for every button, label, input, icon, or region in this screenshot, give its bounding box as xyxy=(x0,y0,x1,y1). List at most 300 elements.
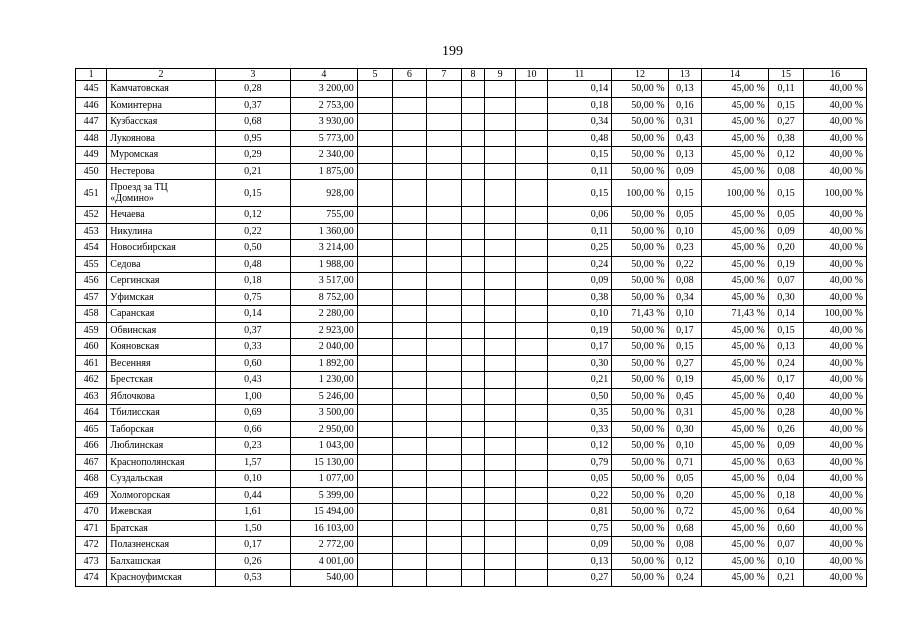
table-cell: 0,12 xyxy=(668,553,701,570)
table-cell xyxy=(357,97,392,114)
table-cell: 40,00 % xyxy=(804,421,867,438)
table-cell xyxy=(357,289,392,306)
table-cell: 2 772,00 xyxy=(290,537,357,554)
table-cell xyxy=(516,454,547,471)
table-cell: 0,18 xyxy=(215,273,290,290)
table-row xyxy=(76,97,867,114)
table-cell xyxy=(516,207,547,224)
table-cell: 0,10 xyxy=(215,471,290,488)
table-cell xyxy=(426,438,461,455)
table-cell xyxy=(357,81,392,98)
table-cell: 0,15 xyxy=(668,339,701,356)
table-cell: 40,00 % xyxy=(804,471,867,488)
table-cell: 45,00 % xyxy=(702,504,769,521)
table-cell: 3 517,00 xyxy=(290,273,357,290)
table-cell xyxy=(462,471,485,488)
table-cell: 45,00 % xyxy=(702,537,769,554)
table-cell: 40,00 % xyxy=(804,570,867,587)
table-cell xyxy=(462,487,485,504)
table-cell: 2 950,00 xyxy=(290,421,357,438)
table-cell: Красноуфимская xyxy=(107,570,216,587)
table-cell: 755,00 xyxy=(290,207,357,224)
table-cell xyxy=(393,454,426,471)
table-cell: 50,00 % xyxy=(612,388,668,405)
table-cell xyxy=(485,487,516,504)
table-cell: 0,08 xyxy=(768,163,803,180)
table-cell: 3 930,00 xyxy=(290,114,357,131)
table-cell: 1,61 xyxy=(215,504,290,521)
table-cell: 1 077,00 xyxy=(290,471,357,488)
table-cell xyxy=(485,163,516,180)
table-cell: 0,20 xyxy=(768,240,803,257)
table-cell: 0,95 xyxy=(215,130,290,147)
table-cell xyxy=(357,471,392,488)
table-cell: 0,14 xyxy=(768,306,803,323)
table-cell: 15 130,00 xyxy=(290,454,357,471)
table-cell: 456 xyxy=(76,273,107,290)
table-cell xyxy=(426,355,461,372)
table-cell: 45,00 % xyxy=(702,97,769,114)
table-cell: 472 xyxy=(76,537,107,554)
table-cell: 40,00 % xyxy=(804,355,867,372)
table-cell: 45,00 % xyxy=(702,240,769,257)
table-cell: 45,00 % xyxy=(702,273,769,290)
table-cell xyxy=(516,372,547,389)
table-cell: 50,00 % xyxy=(612,504,668,521)
table-row xyxy=(76,388,867,405)
table-cell xyxy=(485,322,516,339)
table-cell: 45,00 % xyxy=(702,471,769,488)
table-cell: 50,00 % xyxy=(612,322,668,339)
table-cell xyxy=(516,180,547,207)
table-cell: Обвинская xyxy=(107,322,216,339)
table-cell xyxy=(426,372,461,389)
table-cell: Уфимская xyxy=(107,289,216,306)
table-cell: 0,24 xyxy=(768,355,803,372)
table-cell xyxy=(426,504,461,521)
table-cell: 0,15 xyxy=(547,147,612,164)
table-cell: 40,00 % xyxy=(804,388,867,405)
table-cell: 40,00 % xyxy=(804,405,867,422)
table-cell xyxy=(393,405,426,422)
table-cell: 50,00 % xyxy=(612,553,668,570)
table-cell xyxy=(516,388,547,405)
column-header: 13 xyxy=(668,69,701,81)
table-cell: Кояновская xyxy=(107,339,216,356)
table-cell xyxy=(426,388,461,405)
table-cell: 0,53 xyxy=(215,570,290,587)
table-cell xyxy=(393,471,426,488)
table-cell: 0,33 xyxy=(547,421,612,438)
table-cell: 50,00 % xyxy=(612,256,668,273)
table-cell: 0,20 xyxy=(668,487,701,504)
table-cell: 447 xyxy=(76,114,107,131)
table-cell: 0,64 xyxy=(768,504,803,521)
table-cell xyxy=(357,355,392,372)
table-cell: 1,00 xyxy=(215,388,290,405)
table-cell: 50,00 % xyxy=(612,130,668,147)
table-cell xyxy=(393,147,426,164)
table-row xyxy=(76,207,867,224)
table-cell xyxy=(485,180,516,207)
table-cell xyxy=(516,471,547,488)
column-header: 4 xyxy=(290,69,357,81)
table-cell xyxy=(426,289,461,306)
table-cell xyxy=(426,207,461,224)
table-cell: 3 214,00 xyxy=(290,240,357,257)
table-cell xyxy=(516,163,547,180)
table-cell: 50,00 % xyxy=(612,114,668,131)
table-cell xyxy=(462,388,485,405)
table-cell: 45,00 % xyxy=(702,339,769,356)
table-cell: 45,00 % xyxy=(702,147,769,164)
table-cell xyxy=(393,81,426,98)
table-cell xyxy=(393,322,426,339)
table-cell: 45,00 % xyxy=(702,438,769,455)
column-header: 11 xyxy=(547,69,612,81)
table-cell: 454 xyxy=(76,240,107,257)
table-cell: 450 xyxy=(76,163,107,180)
table-cell: 0,22 xyxy=(547,487,612,504)
table-cell: 50,00 % xyxy=(612,405,668,422)
table-cell: 0,08 xyxy=(668,537,701,554)
table-cell xyxy=(393,504,426,521)
table-cell xyxy=(462,454,485,471)
table-row xyxy=(76,273,867,290)
column-header: 6 xyxy=(393,69,426,81)
table-cell: 0,07 xyxy=(768,273,803,290)
table-row xyxy=(76,339,867,356)
table-cell: 45,00 % xyxy=(702,520,769,537)
column-header: 14 xyxy=(702,69,769,81)
table-cell: 50,00 % xyxy=(612,273,668,290)
table-cell xyxy=(485,114,516,131)
table-cell xyxy=(393,273,426,290)
table-cell: 0,66 xyxy=(215,421,290,438)
table-cell: Седова xyxy=(107,256,216,273)
table-cell: 45,00 % xyxy=(702,487,769,504)
table-cell xyxy=(426,322,461,339)
table-cell: 0,34 xyxy=(668,289,701,306)
data-table xyxy=(75,68,867,587)
table-cell: 470 xyxy=(76,504,107,521)
table-cell: Нестерова xyxy=(107,163,216,180)
column-header: 15 xyxy=(768,69,803,81)
table-cell xyxy=(426,223,461,240)
table-cell: 540,00 xyxy=(290,570,357,587)
table-cell xyxy=(462,289,485,306)
table-cell xyxy=(485,207,516,224)
table-cell xyxy=(462,405,485,422)
table-cell xyxy=(516,147,547,164)
table-cell: 0,23 xyxy=(215,438,290,455)
table-cell xyxy=(426,81,461,98)
table-cell: 2 340,00 xyxy=(290,147,357,164)
table-cell xyxy=(485,240,516,257)
table-cell: 0,14 xyxy=(547,81,612,98)
table-row xyxy=(76,454,867,471)
table-cell: 471 xyxy=(76,520,107,537)
table-cell xyxy=(516,97,547,114)
table-cell xyxy=(426,339,461,356)
page-number: 199 xyxy=(442,44,463,59)
table-cell: 0,38 xyxy=(547,289,612,306)
table-cell: Коминтерна xyxy=(107,97,216,114)
table-cell: 45,00 % xyxy=(702,388,769,405)
table-cell xyxy=(485,471,516,488)
table-cell: Сергинская xyxy=(107,273,216,290)
table-cell: 0,05 xyxy=(768,207,803,224)
table-cell: 0,12 xyxy=(547,438,612,455)
table-cell: 453 xyxy=(76,223,107,240)
table-cell: 0,17 xyxy=(768,372,803,389)
table-cell: 0,71 xyxy=(668,454,701,471)
table-row xyxy=(76,421,867,438)
table-cell: 45,00 % xyxy=(702,421,769,438)
table-cell xyxy=(462,97,485,114)
table-row xyxy=(76,81,867,98)
table-cell xyxy=(485,405,516,422)
table-cell: 0,24 xyxy=(547,256,612,273)
table-row xyxy=(76,163,867,180)
table-cell xyxy=(516,289,547,306)
table-cell: 0,43 xyxy=(668,130,701,147)
table-cell: 45,00 % xyxy=(702,570,769,587)
table-cell: 2 040,00 xyxy=(290,339,357,356)
table-cell xyxy=(357,223,392,240)
table-cell xyxy=(393,372,426,389)
table-cell: 100,00 % xyxy=(804,180,867,207)
table-cell: 50,00 % xyxy=(612,223,668,240)
table-cell: 40,00 % xyxy=(804,256,867,273)
table-cell: Ижевская xyxy=(107,504,216,521)
table-cell xyxy=(485,97,516,114)
table-cell xyxy=(485,504,516,521)
table-cell xyxy=(393,553,426,570)
table-cell: 0,81 xyxy=(547,504,612,521)
table-cell xyxy=(462,273,485,290)
table-cell: 465 xyxy=(76,421,107,438)
table-cell xyxy=(516,81,547,98)
table-cell xyxy=(426,487,461,504)
table-cell: 0,17 xyxy=(668,322,701,339)
table-cell: 445 xyxy=(76,81,107,98)
table-cell: Брестская xyxy=(107,372,216,389)
table-cell xyxy=(462,553,485,570)
table-cell: 0,40 xyxy=(768,388,803,405)
table-cell: 45,00 % xyxy=(702,130,769,147)
table-cell: Лукоянова xyxy=(107,130,216,147)
table-row xyxy=(76,570,867,587)
table-cell xyxy=(357,306,392,323)
table-row xyxy=(76,130,867,147)
table-cell xyxy=(485,355,516,372)
table-cell xyxy=(393,97,426,114)
table-cell xyxy=(357,256,392,273)
table-cell xyxy=(357,454,392,471)
table-cell: 0,19 xyxy=(547,322,612,339)
table-cell: 50,00 % xyxy=(612,487,668,504)
table-cell xyxy=(393,339,426,356)
table-cell: 40,00 % xyxy=(804,240,867,257)
table-cell: 0,21 xyxy=(768,570,803,587)
table-cell xyxy=(462,520,485,537)
table-cell xyxy=(462,147,485,164)
table-cell: 40,00 % xyxy=(804,504,867,521)
header-row xyxy=(76,69,867,81)
table-cell: 50,00 % xyxy=(612,289,668,306)
table-row xyxy=(76,520,867,537)
table-cell: 40,00 % xyxy=(804,553,867,570)
column-header: 9 xyxy=(485,69,516,81)
table-cell: 50,00 % xyxy=(612,454,668,471)
table-cell: 0,35 xyxy=(547,405,612,422)
table-row xyxy=(76,223,867,240)
table-row xyxy=(76,405,867,422)
table-cell xyxy=(357,421,392,438)
table-cell: 0,26 xyxy=(215,553,290,570)
table-cell: 458 xyxy=(76,306,107,323)
table-cell xyxy=(357,130,392,147)
table-cell xyxy=(357,553,392,570)
table-cell: 0,15 xyxy=(768,97,803,114)
table-cell xyxy=(393,388,426,405)
table-cell xyxy=(393,207,426,224)
table-cell: 449 xyxy=(76,147,107,164)
table-cell: 40,00 % xyxy=(804,114,867,131)
table-cell xyxy=(516,504,547,521)
table-cell: 100,00 % xyxy=(612,180,668,207)
table-cell: 0,12 xyxy=(768,147,803,164)
table-cell xyxy=(357,322,392,339)
table-cell xyxy=(485,438,516,455)
table-cell: 463 xyxy=(76,388,107,405)
table-cell: 0,18 xyxy=(547,97,612,114)
table-cell: 40,00 % xyxy=(804,81,867,98)
table-cell xyxy=(426,405,461,422)
table-cell: Никулина xyxy=(107,223,216,240)
table-cell: 474 xyxy=(76,570,107,587)
table-cell: 100,00 % xyxy=(702,180,769,207)
table-cell: 40,00 % xyxy=(804,130,867,147)
column-header: 8 xyxy=(462,69,485,81)
table-cell: 0,07 xyxy=(768,537,803,554)
table-cell: 5 773,00 xyxy=(290,130,357,147)
table-cell xyxy=(516,273,547,290)
table-cell: 45,00 % xyxy=(702,454,769,471)
table-row xyxy=(76,355,867,372)
table-cell: 0,24 xyxy=(668,570,701,587)
table-cell: 448 xyxy=(76,130,107,147)
table-cell xyxy=(426,147,461,164)
table-cell xyxy=(426,180,461,207)
table-cell: 50,00 % xyxy=(612,372,668,389)
table-cell: 467 xyxy=(76,454,107,471)
table-cell xyxy=(462,207,485,224)
table-cell xyxy=(485,553,516,570)
table-cell: 4 001,00 xyxy=(290,553,357,570)
table-cell xyxy=(462,180,485,207)
table-cell xyxy=(357,339,392,356)
table-cell xyxy=(462,355,485,372)
table-cell: 0,68 xyxy=(215,114,290,131)
table-cell: 0,69 xyxy=(215,405,290,422)
table-cell xyxy=(393,114,426,131)
table-cell: 0,22 xyxy=(668,256,701,273)
table-cell: 0,60 xyxy=(768,520,803,537)
table-cell: 0,38 xyxy=(768,130,803,147)
table-cell: 460 xyxy=(76,339,107,356)
table-cell: 461 xyxy=(76,355,107,372)
table-cell xyxy=(485,81,516,98)
table-cell: 1,57 xyxy=(215,454,290,471)
table-cell xyxy=(357,207,392,224)
table-cell: 50,00 % xyxy=(612,537,668,554)
table-cell xyxy=(357,570,392,587)
table-row xyxy=(76,504,867,521)
table-row xyxy=(76,322,867,339)
table-cell xyxy=(516,405,547,422)
table-cell xyxy=(485,306,516,323)
table-cell: 0,19 xyxy=(768,256,803,273)
table-cell: 0,13 xyxy=(668,81,701,98)
table-cell: 0,05 xyxy=(668,471,701,488)
table-cell: 0,27 xyxy=(768,114,803,131)
table-cell: Проезд за ТЦ «Домино» xyxy=(107,180,216,207)
table-cell xyxy=(393,421,426,438)
table-cell: 50,00 % xyxy=(612,147,668,164)
table-cell: 45,00 % xyxy=(702,114,769,131)
table-cell xyxy=(357,180,392,207)
table-row xyxy=(76,147,867,164)
table-cell: 469 xyxy=(76,487,107,504)
table-cell: Кузбасская xyxy=(107,114,216,131)
table-cell: 0,11 xyxy=(547,223,612,240)
table-cell: Полазненская xyxy=(107,537,216,554)
table-cell xyxy=(485,289,516,306)
table-cell xyxy=(393,570,426,587)
table-cell: 0,30 xyxy=(668,421,701,438)
table-cell xyxy=(357,504,392,521)
table-cell xyxy=(357,537,392,554)
table-cell xyxy=(462,240,485,257)
table-cell xyxy=(516,487,547,504)
table-cell: 0,10 xyxy=(768,553,803,570)
table-cell: 50,00 % xyxy=(612,240,668,257)
table-cell: 0,31 xyxy=(668,114,701,131)
table-cell xyxy=(462,130,485,147)
table-cell xyxy=(357,147,392,164)
table-cell xyxy=(393,180,426,207)
table-cell xyxy=(516,520,547,537)
table-cell: 0,15 xyxy=(668,180,701,207)
column-header: 3 xyxy=(215,69,290,81)
table-cell: 45,00 % xyxy=(702,223,769,240)
table-cell: 464 xyxy=(76,405,107,422)
table-cell xyxy=(426,454,461,471)
table-cell: 40,00 % xyxy=(804,537,867,554)
table-cell: 0,05 xyxy=(668,207,701,224)
table-cell: 0,15 xyxy=(768,322,803,339)
table-cell xyxy=(393,163,426,180)
table-cell xyxy=(485,339,516,356)
table-cell: 0,10 xyxy=(668,223,701,240)
table-cell xyxy=(426,520,461,537)
table-cell: 1 230,00 xyxy=(290,372,357,389)
table-cell xyxy=(485,273,516,290)
table-cell: 0,30 xyxy=(547,355,612,372)
table-cell: 40,00 % xyxy=(804,147,867,164)
